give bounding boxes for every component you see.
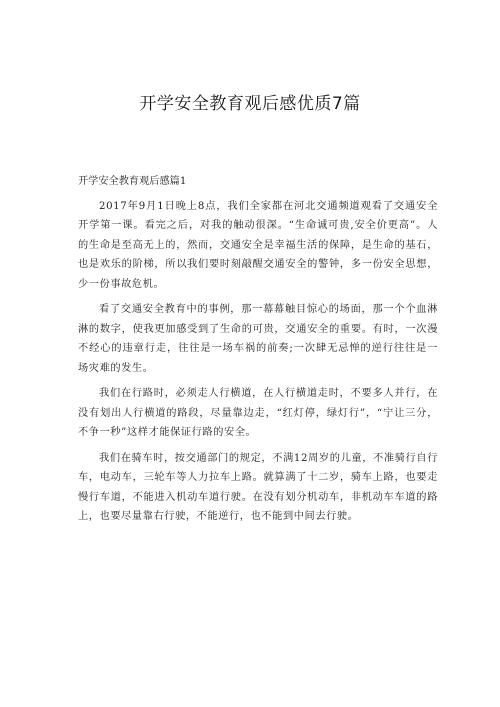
section-heading: 开学安全教育观后感篇1 [78, 176, 187, 187]
document-title: 开学安全教育观后感优质7篇 [139, 94, 361, 114]
paragraph-1: 2017年9月1日晚上8点，我们全家都在河北交通频道观看了交通安全开学第一课。看完之后，对我的触动很深。“生命诚可贵,安全价更高”。人的生命是至高无上的，然而，交通安全是幸福生活的保障，是生命的基石，也是欢乐的阶梯，所以我们要时刻敲醒交通安全的警钟，多一份安全思想，少一份事故危机。 [78, 200, 438, 290]
paragraph-4: 我们在骑车时，按交通部门的规定，不满12周岁的儿童，不准骑行自行车，电动车，三轮车等人力拉车上路。就算满了十二岁，骑车上路，也要走慢行车道，不能进入机动车道行驶。在没有划分机动车，非机动车车道的路上，也要尽量靠右行驶，不能逆行，也不能到中间去行驶。 [78, 452, 438, 522]
paragraph-2: 看了交通安全教育中的事例，那一幕幕触目惊心的场面，那一个个血淋淋的数字，使我更加感受到了生命的可贵，交通安全的重要。有时，一次漫不经心的违章行走，往往是一场车祸的前奏;一次肆无忌惮的逆行往往是一场灾难的发生。 [78, 304, 438, 374]
paragraph-3: 我们在行路时，必须走人行横道，在人行横道走时，不要多人并行，在没有划出人行横道的路段，尽量靠边走，“红灯停，绿灯行”，“宁让三分，不争一秒”这样才能保证行路的安全。 [78, 388, 438, 438]
document-body [78, 172, 438, 533]
